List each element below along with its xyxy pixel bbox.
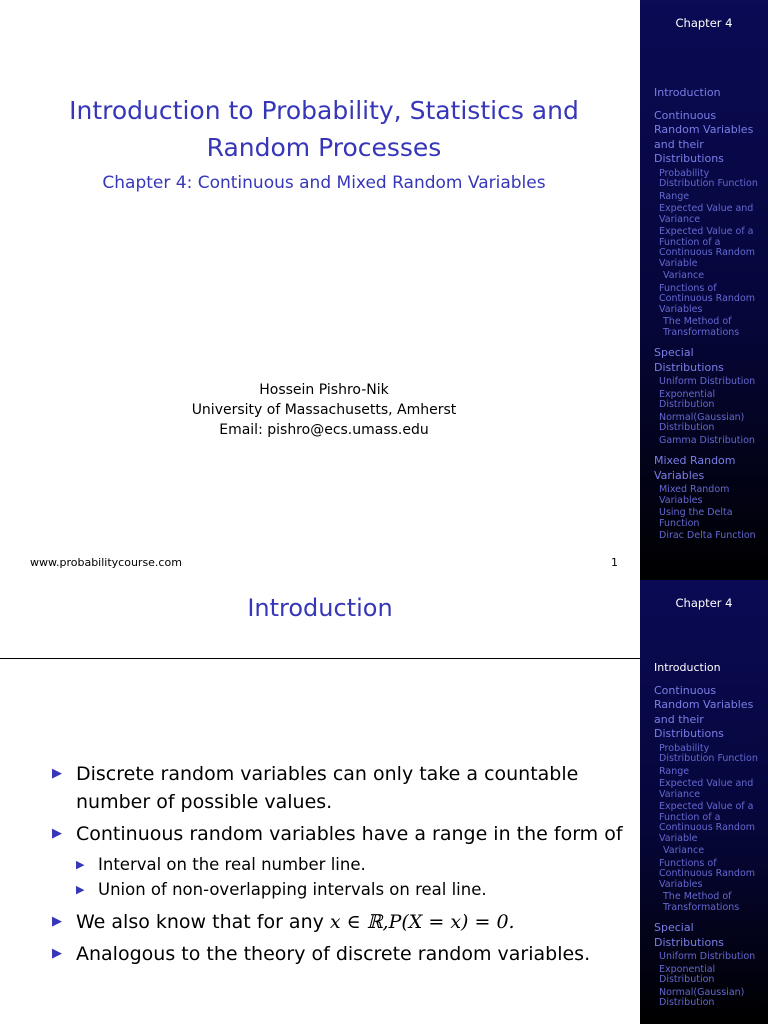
- author-block: [40, 380, 608, 440]
- sidebar-subsection-link[interactable]: Variance: [663, 845, 705, 856]
- triangle-bullet-icon: ▶: [76, 858, 85, 871]
- sidebar-subsection-link[interactable]: Gamma Distribution: [659, 434, 755, 446]
- sidebar-subsection-link[interactable]: Variance: [663, 270, 705, 281]
- math-expression: x ∈ ℝ,P(X = x) = 0.: [329, 911, 515, 933]
- sidebar-subsection-link[interactable]: Functions of Continuous Random Variables: [659, 282, 756, 315]
- sidebar-chapter-label: Chapter 4: [675, 596, 733, 610]
- sidebar-subsection-link[interactable]: Normal(Gaussian) Distribution: [659, 986, 745, 1008]
- sidebar-nav-list: [640, 661, 768, 1009]
- sidebar-subsection-link[interactable]: Normal(Gaussian) Distribution: [659, 411, 745, 433]
- sidebar-section-link[interactable]: Introduction: [654, 661, 721, 674]
- triangle-bullet-icon: ▶: [52, 914, 62, 929]
- navigation-sidebar: [640, 0, 768, 580]
- sidebar-subsection-link[interactable]: Functions of Continuous Random Variables: [659, 857, 756, 890]
- sidebar-subsection-link[interactable]: Uniform Distribution: [659, 951, 756, 962]
- sidebar-section-link[interactable]: Introduction: [654, 86, 721, 99]
- sidebar-subsection-link[interactable]: Range: [659, 765, 690, 777]
- sidebar-subsection-link[interactable]: Expected Value and Variance: [659, 778, 754, 800]
- sidebar-nav-list: [640, 86, 768, 542]
- sidebar-subsection-link[interactable]: Probability Distribution Function: [659, 167, 758, 189]
- sidebar-subsection-link[interactable]: Dirac Delta Function: [659, 530, 756, 541]
- sidebar-subsection-link[interactable]: Exponential Distribution: [659, 388, 716, 410]
- page-number: 1: [611, 556, 618, 569]
- sidebar-subsection-link[interactable]: The Method of Transformations: [663, 891, 740, 913]
- sidebar-subsection-link[interactable]: Using the Delta Function: [659, 507, 733, 529]
- sidebar-section-link[interactable]: Special Distributions: [654, 346, 724, 374]
- list-item: ▶ Analogous to the theory of discrete random variables.: [52, 940, 632, 968]
- presentation-title: Introduction to Probability, Statistics and Random Processes: [69, 96, 579, 162]
- sidebar-subsection-link[interactable]: Uniform Distribution: [659, 376, 756, 387]
- sidebar-subsection-link[interactable]: Exponential Distribution: [659, 963, 716, 985]
- sidebar-subsection-link[interactable]: Expected Value and Variance: [659, 203, 754, 225]
- sidebar-section-link[interactable]: Special Distributions: [654, 921, 724, 949]
- footer-url: www.probabilitycourse.com: [30, 556, 182, 569]
- sidebar-subsection-link[interactable]: Expected Value of a Function of a Continuous Random Variable: [659, 801, 756, 844]
- sidebar-section-link[interactable]: Continuous Random Variables and their Distributions: [654, 108, 754, 165]
- list-item: ▶ We also know that for any x ∈ ℝ,P(X = x) = 0.: [52, 908, 632, 936]
- triangle-bullet-icon: ▶: [76, 883, 85, 896]
- bullet-list: [52, 760, 632, 972]
- frame-title: Introduction: [247, 594, 393, 622]
- sidebar-subsection-link[interactable]: Mixed Random Variables: [659, 484, 730, 506]
- sidebar-section-link[interactable]: Continuous Random Variables and their Distributions: [654, 683, 754, 740]
- triangle-bullet-icon: ▶: [52, 766, 62, 781]
- triangle-bullet-icon: ▶: [52, 946, 62, 961]
- triangle-bullet-icon: ▶: [52, 826, 62, 841]
- author-name: Hossein Pishro-Nik: [259, 382, 389, 398]
- list-item: ▶ Union of non-overlapping intervals on real line.: [52, 877, 632, 902]
- sidebar-subsection-link[interactable]: The Method of Transformations: [663, 316, 740, 338]
- list-item: ▶ Interval on the real number line.: [52, 852, 632, 877]
- navigation-sidebar: [640, 580, 768, 1024]
- author-email: Email: pishro@ecs.umass.edu: [219, 422, 429, 438]
- introduction-slide: [0, 580, 768, 1024]
- author-affiliation: University of Massachusetts, Amherst: [191, 402, 457, 418]
- sidebar-chapter-label: Chapter 4: [675, 16, 733, 30]
- list-item: ▶ Continuous random variables have a range in the form of: [52, 820, 632, 848]
- sidebar-section-link[interactable]: Mixed Random Variables: [654, 454, 736, 482]
- frame-divider: [0, 658, 640, 659]
- sidebar-subsection-link[interactable]: Range: [659, 190, 690, 202]
- list-item: ▶ Discrete random variables can only take a countable number of possible values.: [52, 760, 632, 816]
- sidebar-subsection-link[interactable]: Expected Value of a Function of a Continuous Random Variable: [659, 226, 756, 269]
- chapter-subtitle: Chapter 4: Continuous and Mixed Random Variables: [102, 173, 546, 193]
- sidebar-subsection-link[interactable]: Probability Distribution Function: [659, 742, 758, 764]
